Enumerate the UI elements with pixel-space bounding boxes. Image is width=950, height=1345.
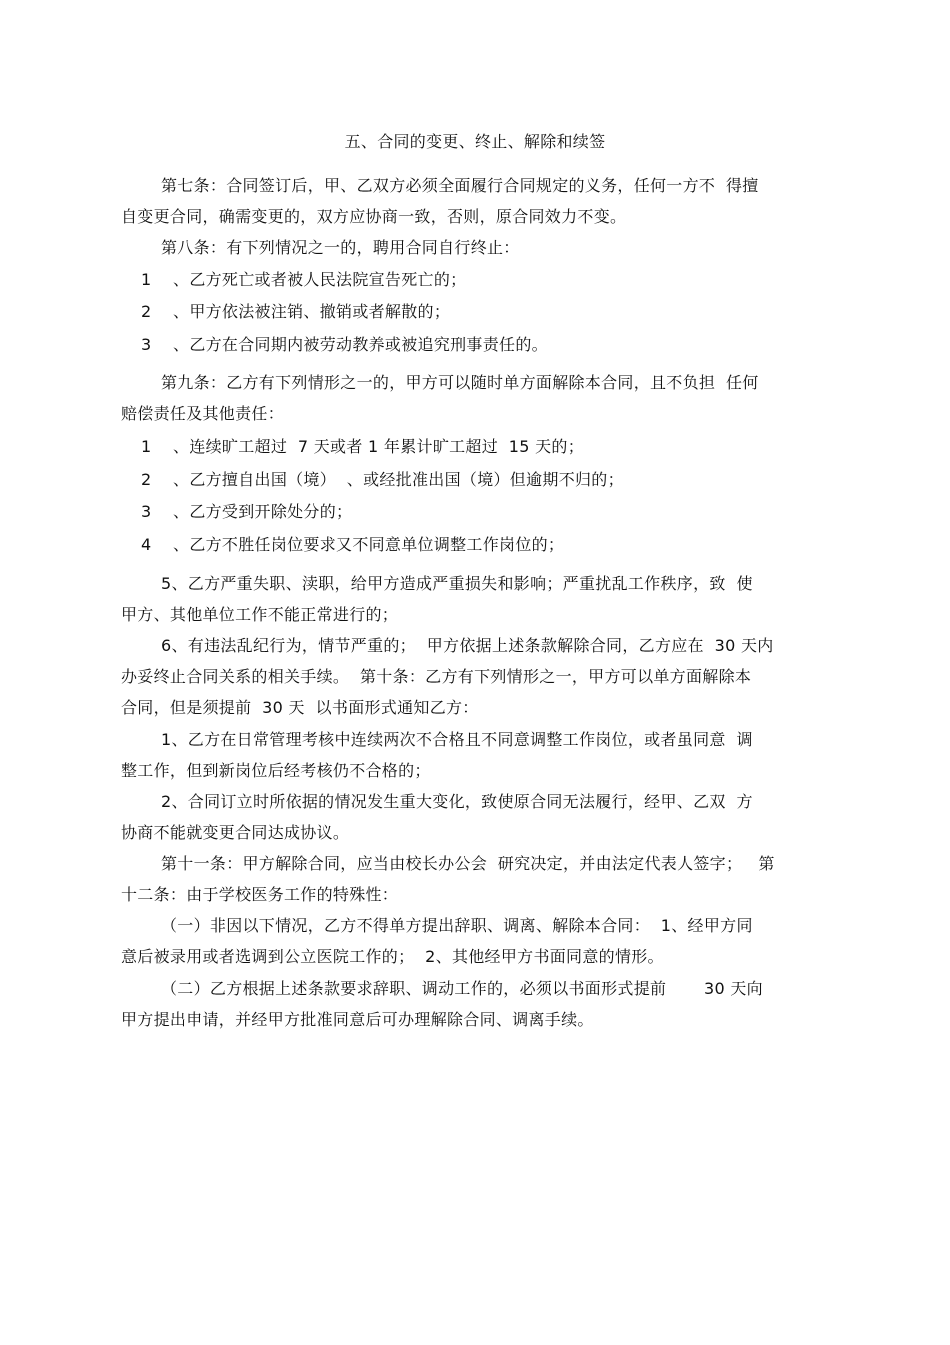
article-10-item-1-line-1: 1、乙方在日常管理考核中连续两次不合格且不同意调整工作岗位，或者虽同意 调 [161, 730, 753, 749]
article-10-line-2: 合同，但是须提前 30 天 以书面形式通知乙方： [121, 698, 479, 717]
article-12-clause-1-line-2: 意后被录用或者选调到公立医院工作的； 2、其他经甲方书面同意的情形。 [121, 947, 664, 966]
article-9-item-6-line-1: 6、有违法乱纪行为，情节严重的； 甲方依据上述条款解除合同，乙方应在 30 天内 [161, 636, 774, 655]
article-12-clause-1-line-1: （一）非因以下情况，乙方不得单方提出辞职、调离、解除本合同： 1、经甲方同 [161, 916, 753, 935]
article-8-heading: 第八条：有下列情况之一的，聘用合同自行终止： [161, 238, 520, 257]
article-9-item-2: 2 、乙方擅自出国（境） 、或经批准出国（境）但逾期不归的； [141, 470, 624, 489]
article-9-item-4: 4 、乙方不胜任岗位要求又不同意单位调整工作岗位的； [141, 535, 565, 554]
article-8-item-2: 2 、甲方依法被注销、撤销或者解散的； [141, 302, 451, 321]
article-12-clause-2-line-1: （二）乙方根据上述条款要求辞职、调动工作的，必须以书面形式提前 30 天向 [161, 979, 763, 998]
article-7-line-1: 第七条：合同签订后，甲、乙双方必须全面履行合同规定的义务，任何一方不 得擅 [161, 176, 759, 195]
article-10-item-1-line-2: 整工作，但到新岗位后经考核仍不合格的； [121, 761, 431, 780]
article-10-item-2-line-1: 2、合同订立时所依据的情况发生重大变化，致使原合同无法履行，经甲、乙双 方 [161, 792, 753, 811]
article-8-item-3: 3 、乙方在合同期内被劳动教养或被追究刑事责任的。 [141, 335, 548, 354]
article-10-line-1: 办妥终止合同关系的相关手续。 第十条：乙方有下列情形之一，甲方可以单方面解除本 [121, 667, 752, 686]
article-9-item-5-line-1: 5、乙方严重失职、渎职，给甲方造成严重损失和影响；严重扰乱工作秩序，致 使 [161, 574, 753, 593]
article-10-item-2-line-2: 协商不能就变更合同达成协议。 [121, 823, 350, 842]
article-9-line-2: 赔偿责任及其他责任： [121, 404, 285, 423]
article-8-item-1: 1 、乙方死亡或者被人民法院宣告死亡的； [141, 270, 467, 289]
article-9-item-3: 3 、乙方受到开除处分的； [141, 502, 353, 521]
article-9-line-1: 第九条：乙方有下列情形之一的，甲方可以随时单方面解除本合同，且不负担 任何 [161, 373, 759, 392]
article-11-line-1: 第十一条：甲方解除合同，应当由校长办公会 研究决定，并由法定代表人签字； 第 [161, 854, 775, 873]
article-9-item-1: 1 、连续旷工超过 7 天或者 1 年累计旷工超过 15 天的； [141, 437, 585, 456]
article-7-line-2: 自变更合同，确需变更的，双方应协商一致，否则，原合同效力不变。 [121, 207, 627, 226]
article-12-line-1: 十二条：由于学校医务工作的特殊性： [121, 885, 399, 904]
article-12-clause-2-line-2: 甲方提出申请，并经甲方批准同意后可办理解除合同、调离手续。 [121, 1010, 594, 1029]
section-title: 五、合同的变更、终止、解除和续签 [344, 132, 606, 151]
article-9-item-5-line-2: 甲方、其他单位工作不能正常进行的； [121, 605, 399, 624]
